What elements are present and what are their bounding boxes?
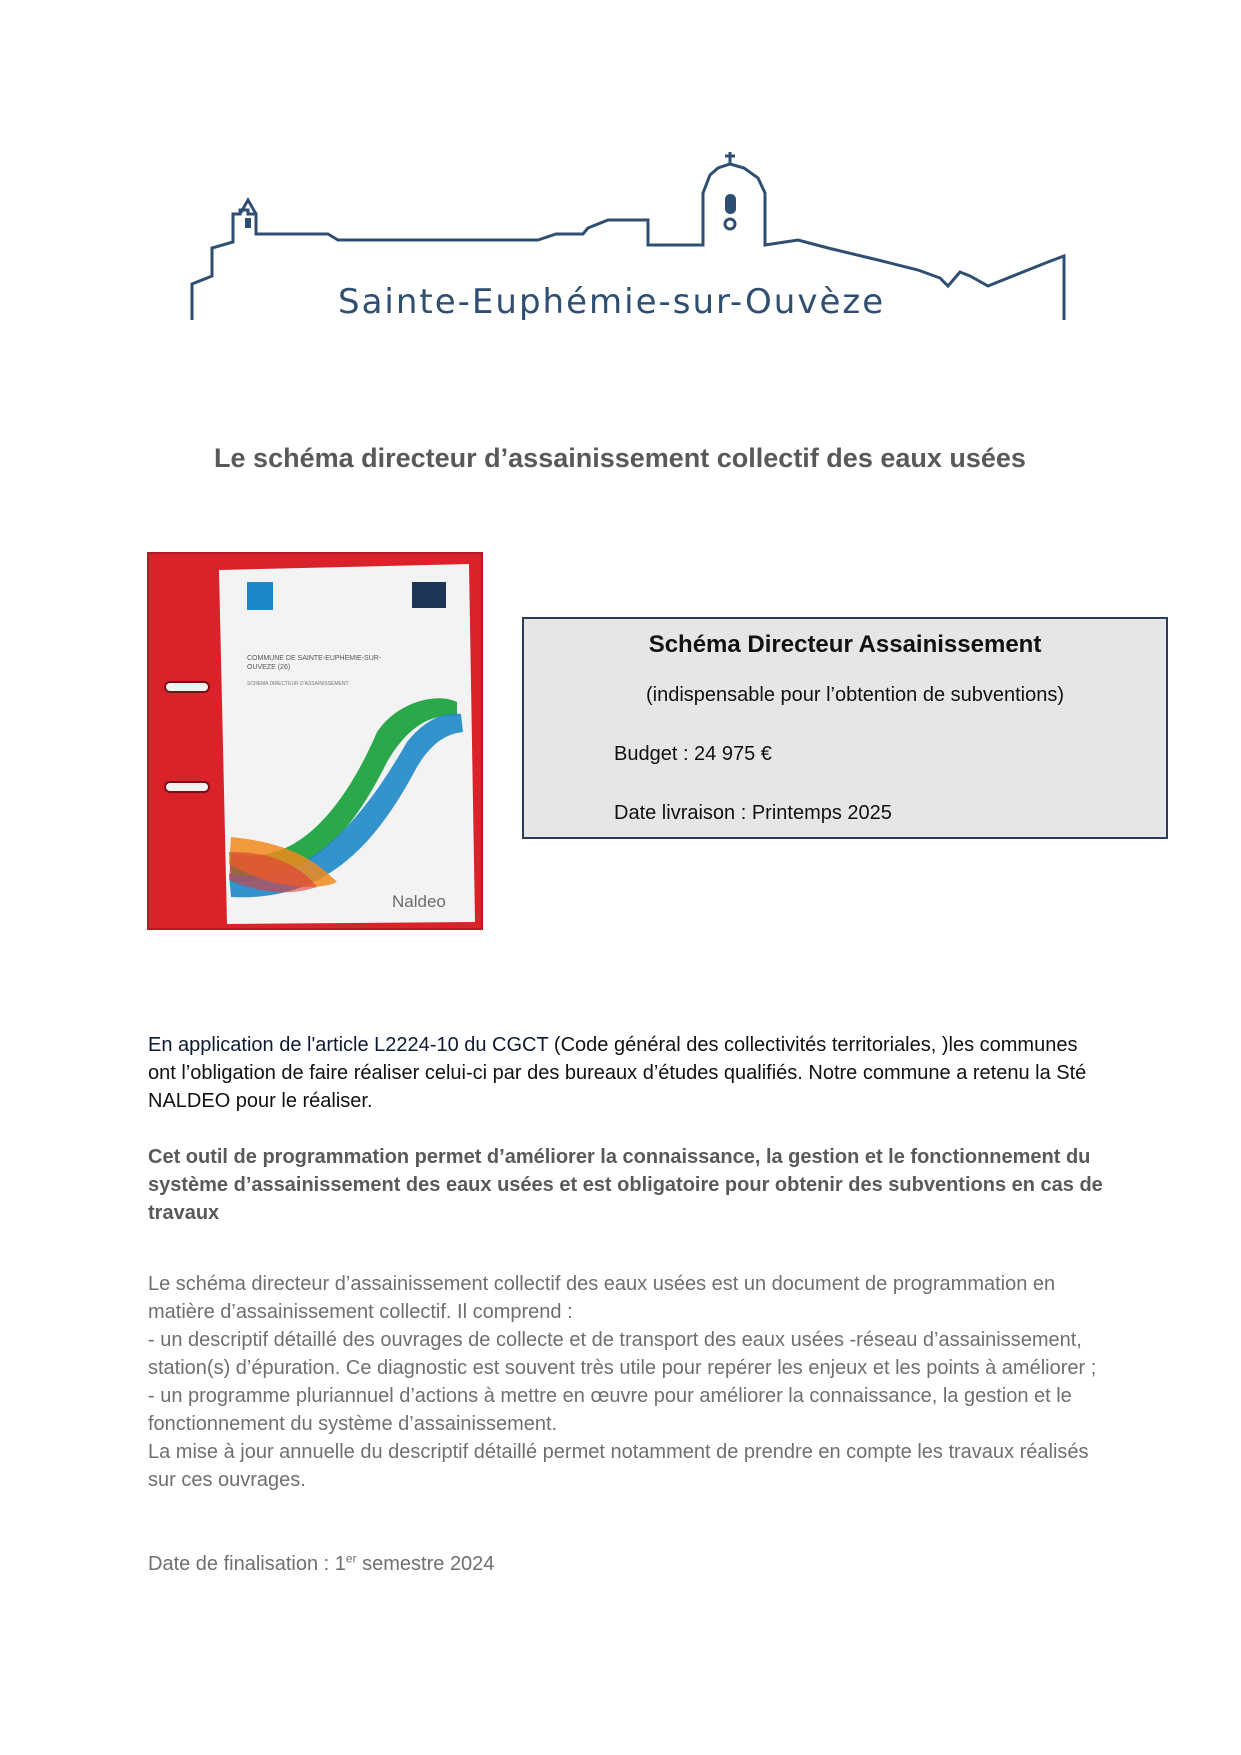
info-box-title: Schéma Directeur Assainissement (648, 631, 1042, 658)
cover-line-1: COMMUNE DE SAINTE-EUPHEMIE-SUR- (247, 655, 382, 662)
finalisation-prefix: Date de finalisation : 1 (148, 1553, 346, 1575)
cover-brand: Naldeo (392, 892, 446, 911)
cover-line-2: OUVEZE (26) (247, 664, 291, 671)
page-title: Le schéma directeur d’assainissement collectif des eaux usées (214, 443, 1026, 473)
description-item-2: - un programme pluriannuel d’actions à mettre en œuvre pour améliorer la connaissance, la gestion et le fonctionnement du système d’assainissement. (148, 1385, 1072, 1435)
finalisation-suffix: semestre 2024 (356, 1553, 495, 1575)
finalisation-superscript: er (345, 1551, 357, 1566)
binder-photo (147, 552, 483, 930)
delivery-date-line: Date livraison : Printemps 2025 (614, 802, 892, 824)
description-item-1: - un descriptif détaillé des ouvrages de collecte et de transport des eaux usées -réseau d’assainissement, station(s) d’épuration. Ce diagnostic est souvent très utile pour repérer les enjeux et les points à améliorer ; (148, 1329, 1097, 1379)
purpose-paragraph: Cet outil de programmation permet d’améliorer la connaissance, la gestion et le fonctionnement du système d’assainissement des eaux usées et est obligatoire pour obtenir des subventions en cas de travaux (148, 1146, 1103, 1224)
article-reference: En application de l'article L2224-10 du CGCT (148, 1034, 549, 1056)
description-intro: Le schéma directeur d’assainissement collectif des eaux usées est un document de programmation en matière d’assainissement collectif. Il comprend : (148, 1273, 1056, 1323)
info-box-subtitle: (indispensable pour l’obtention de subventions) (645, 684, 1065, 706)
finalisation-date (148, 1550, 1108, 1578)
info-box (522, 617, 1168, 839)
description-outro: La mise à jour annuelle du descriptif détaillé permet notamment de prendre en compte les travaux réalisés sur ces ouvrages. (148, 1441, 1089, 1491)
budget-line: Budget : 24 975 € (614, 743, 772, 765)
logo-text: Sainte-Euphémie-sur-Ouvèze (338, 282, 886, 322)
intro-paragraph (148, 1031, 1108, 1115)
description-paragraph (148, 1270, 1108, 1494)
intro-paragraph-rest: (Code général des collectivités territoriales, )les communes ont l’obligation de faire réaliser celui-ci par des bureaux d’études qualifiés. Notre commune a retenu la Sté NALDEO pour le réaliser. (148, 1034, 1087, 1112)
cover-line-3: SCHEMA DIRECTEUR D'ASSAINISSEMENT (247, 681, 349, 687)
